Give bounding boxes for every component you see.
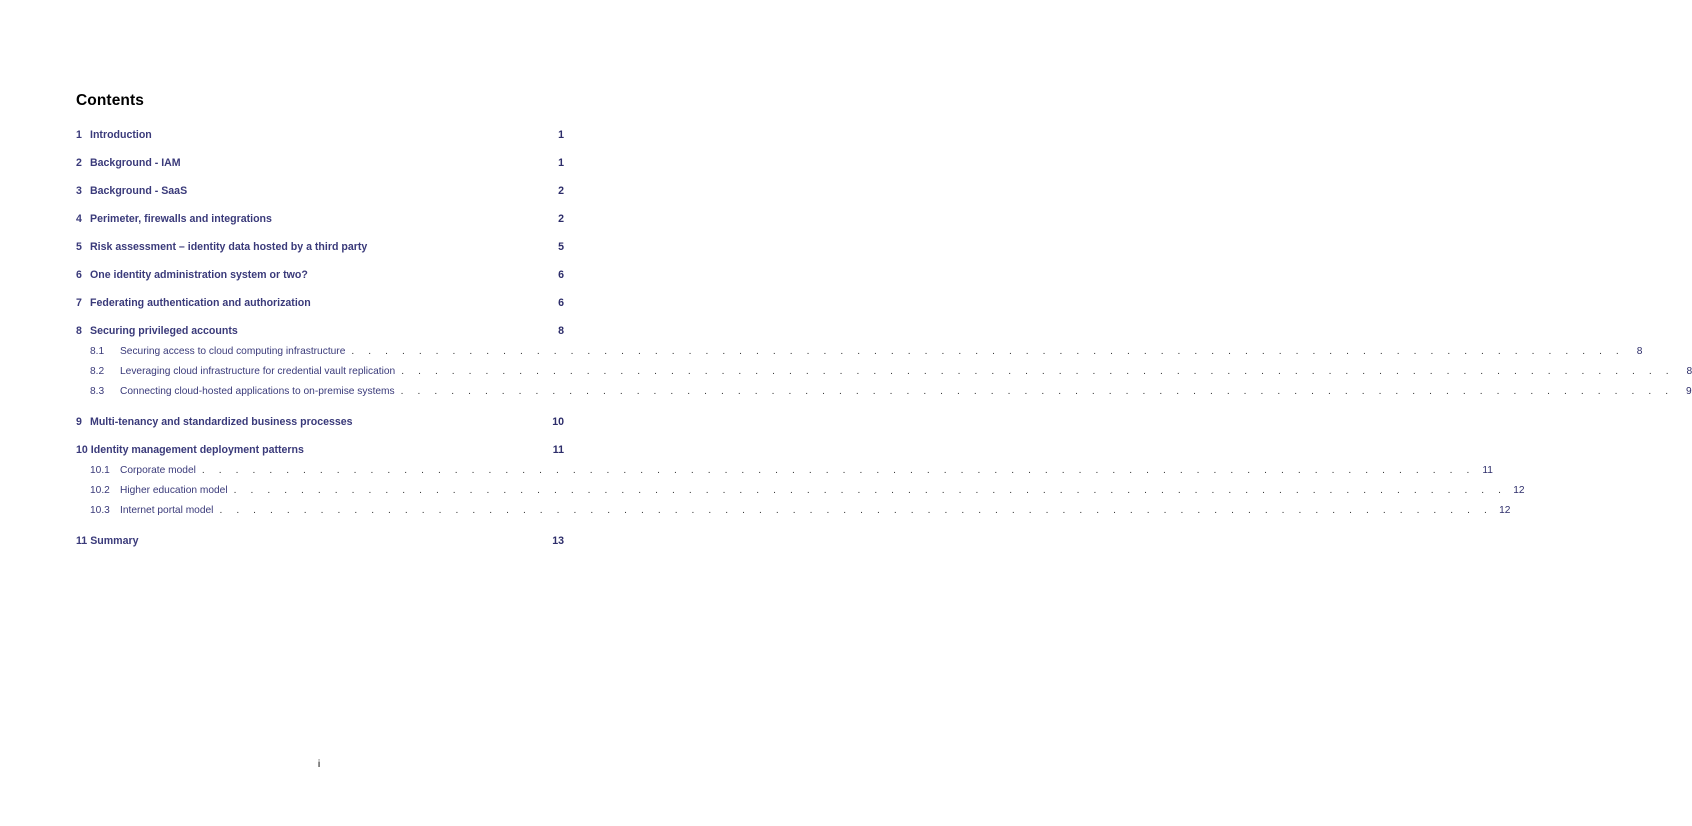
toc-section-page[interactable]: 2 — [558, 213, 564, 225]
toc-spacer — [76, 430, 564, 442]
toc-section-number: 6 — [76, 269, 82, 281]
toc-subsection-number: 10.2 — [90, 485, 110, 496]
toc-subsection-entry[interactable] — [76, 362, 1692, 382]
toc-section-title[interactable]: One identity administration system or two? — [90, 269, 308, 281]
toc-spacer — [76, 311, 564, 323]
table-of-contents — [76, 127, 1692, 549]
toc-section-entry[interactable] — [76, 211, 564, 227]
toc-section-number: 4 — [76, 213, 82, 225]
toc-section-title[interactable]: Background - SaaS — [90, 185, 188, 197]
toc-subsection-page[interactable]: 9 — [1685, 386, 1692, 397]
toc-section-title[interactable]: Risk assessment – identity data hosted by a third party — [90, 241, 368, 253]
toc-spacer — [76, 199, 564, 211]
toc-subsection-title[interactable]: Connecting cloud-hosted applications to on-premise systems — [120, 386, 395, 397]
toc-subsection-title[interactable]: Corporate model — [120, 465, 196, 476]
toc-dot-leader: . . . . . . . . . . . . . . . . . . . . . . . . . . . . . . . . . . . . . . . . . . . . . . . . . . . . . . . . . . . . . . . . . . . . . . . . . . . . — [219, 505, 1493, 516]
toc-subsection-entry[interactable] — [76, 342, 1643, 362]
toc-section-page[interactable]: 10 — [552, 416, 564, 428]
toc-section-page[interactable]: 1 — [558, 157, 564, 169]
toc-section-number: 10 — [76, 444, 88, 456]
toc-section-title[interactable]: Introduction — [90, 129, 152, 141]
toc-subsection-title[interactable]: Internet portal model — [120, 505, 214, 516]
toc-section-entry[interactable] — [76, 414, 564, 430]
toc-section-title[interactable]: Multi-tenancy and standardized business processes — [90, 416, 353, 428]
toc-subsection-title[interactable]: Securing access to cloud computing infrastructure — [120, 346, 346, 357]
toc-spacer — [76, 255, 564, 267]
toc-section-page[interactable]: 8 — [558, 325, 564, 337]
toc-dot-leader: . . . . . . . . . . . . . . . . . . . . . . . . . . . . . . . . . . . . . . . . . . . . . . . . . . . . . . . . . . . . . . . . . . . . . . . . . . . . — [351, 346, 1625, 357]
toc-section-number: 7 — [76, 297, 82, 309]
toc-section-page[interactable]: 13 — [552, 535, 564, 547]
toc-section-number: 8 — [76, 325, 82, 337]
toc-subsection-number: 8.2 — [90, 366, 105, 377]
toc-subsection-entry[interactable] — [76, 382, 1692, 402]
toc-section-page[interactable]: 6 — [558, 297, 564, 309]
toc-subsection-page[interactable]: 12 — [1499, 505, 1511, 516]
toc-section-title[interactable]: Federating authentication and authorization — [90, 297, 311, 309]
toc-section-title[interactable]: Identity management deployment patterns — [90, 444, 304, 456]
toc-section-page[interactable]: 11 — [552, 444, 564, 456]
toc-section-entry[interactable] — [76, 127, 564, 143]
toc-subsection-page[interactable]: 11 — [1482, 465, 1493, 476]
toc-dot-leader: . . . . . . . . . . . . . . . . . . . . . . . . . . . . . . . . . . . . . . . . . . . . . . . . . . . . . . . . . . . . . . . . . . . . . . . . . . . . — [201, 465, 1475, 476]
toc-section-page[interactable]: 2 — [558, 185, 564, 197]
toc-section-entry[interactable] — [76, 239, 564, 255]
toc-section-number: 9 — [76, 416, 82, 428]
toc-spacer — [76, 521, 564, 533]
toc-spacer — [76, 143, 564, 155]
page-number: i — [317, 758, 321, 770]
toc-section-title[interactable]: Perimeter, firewalls and integrations — [90, 213, 272, 225]
toc-subsection-number: 8.3 — [90, 386, 105, 397]
toc-section-entry[interactable] — [76, 267, 564, 283]
toc-subsection-number: 10.1 — [90, 465, 110, 476]
toc-heading: Contents — [76, 92, 144, 109]
toc-subsection-page[interactable]: 8 — [1686, 366, 1692, 377]
toc-dot-leader: . . . . . . . . . . . . . . . . . . . . . . . . . . . . . . . . . . . . . . . . . . . . . . . . . . . . . . . . . . . . . . . . . . . . . . . . . . . . — [401, 366, 1675, 377]
toc-spacer — [76, 171, 564, 183]
toc-section-title[interactable]: Background - IAM — [90, 157, 181, 169]
toc-section-entry[interactable] — [76, 155, 564, 171]
toc-subsection-title[interactable]: Leveraging cloud infrastructure for credential vault replication — [120, 366, 396, 377]
toc-subsection-entry[interactable] — [76, 501, 1511, 521]
toc-section-title[interactable]: Securing privileged accounts — [90, 325, 238, 337]
toc-dot-leader: . . . . . . . . . . . . . . . . . . . . . . . . . . . . . . . . . . . . . . . . . . . . . . . . . . . . . . . . . . . . . . . . . . . . . . . . . . . . — [233, 485, 1507, 496]
toc-section-entry[interactable] — [76, 442, 564, 458]
toc-section-number: 1 — [76, 129, 82, 141]
toc-section-page[interactable]: 5 — [558, 241, 564, 253]
toc-section-entry[interactable] — [76, 295, 564, 311]
toc-dot-leader: . . . . . . . . . . . . . . . . . . . . . . . . . . . . . . . . . . . . . . . . . . . . . . . . . . . . . . . . . . . . . . . . . . . . . . . . . . . . — [400, 386, 1674, 397]
toc-section-page[interactable]: 1 — [558, 129, 564, 141]
toc-spacer — [76, 283, 564, 295]
toc-section-number: 3 — [76, 185, 82, 197]
toc-section-entry[interactable] — [76, 533, 564, 549]
toc-subsection-page[interactable]: 12 — [1513, 485, 1525, 496]
toc-section-entry[interactable] — [76, 323, 564, 339]
toc-subsection-number: 8.1 — [90, 346, 105, 357]
toc-subsection-page[interactable]: 8 — [1636, 346, 1643, 357]
toc-section-title[interactable]: Summary — [90, 535, 139, 547]
toc-section-page[interactable]: 6 — [558, 269, 564, 281]
toc-subsection-entry[interactable] — [76, 481, 1525, 501]
toc-subsection-entry[interactable] — [76, 461, 1493, 481]
toc-spacer — [76, 227, 564, 239]
toc-subsection-title[interactable]: Higher education model — [120, 485, 228, 496]
toc-section-number: 11 — [76, 535, 88, 547]
toc-section-number: 5 — [76, 241, 82, 253]
toc-section-entry[interactable] — [76, 183, 564, 199]
toc-subsection-number: 10.3 — [90, 505, 110, 516]
toc-spacer — [76, 402, 564, 414]
toc-section-number: 2 — [76, 157, 82, 169]
